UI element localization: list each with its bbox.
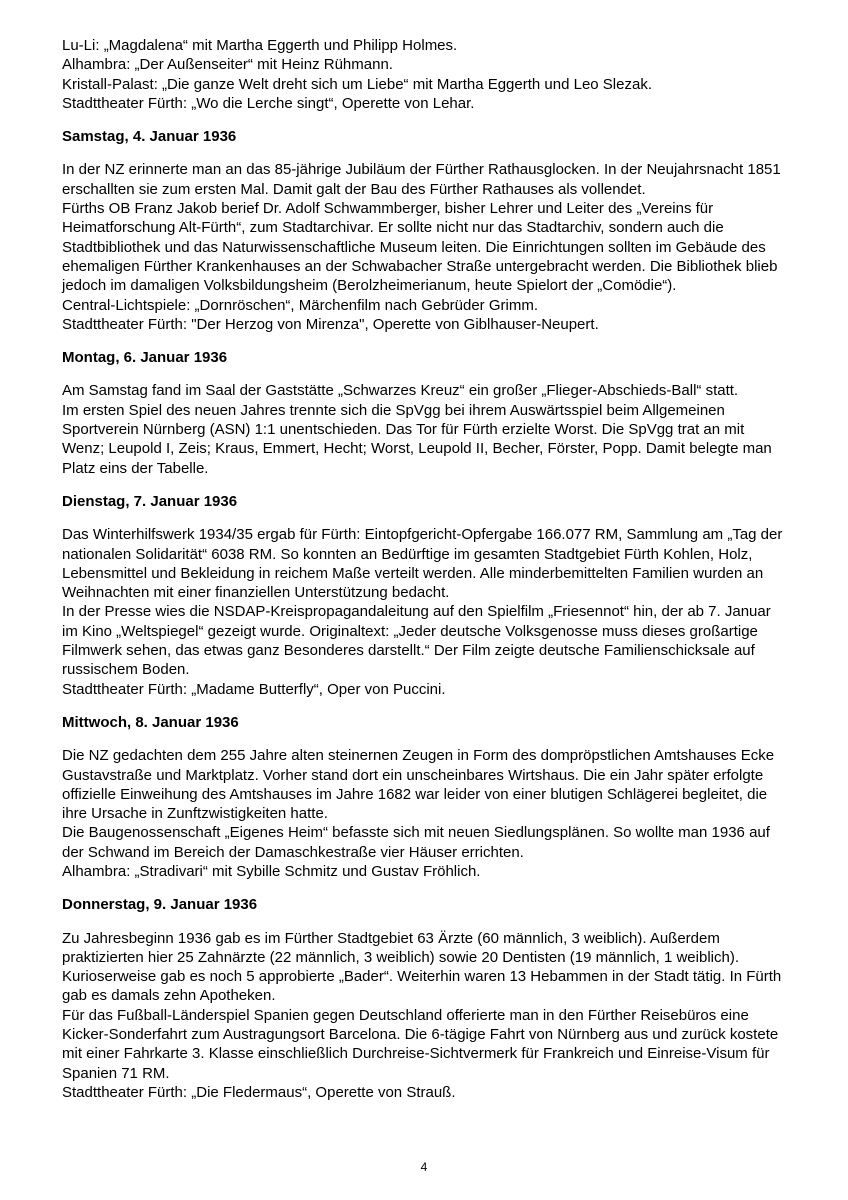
paragraph: Alhambra: „Stradivari“ mit Sybille Schmitz und Gustav Fröhlich.: [62, 862, 481, 880]
paragraph: Zu Jahresbeginn 1936 gab es im Fürther Stadtgebiet 63 Ärzte (60 männlich, 3 weiblich). Außerdem praktizierten hier 25 Zahnärzte (22 männlich, 3 weiblich) sowie 20 Dentisten (19 männlich, 1 weiblich). Kurioserweise gab es noch 5 approbierte „Bader“. Weiterhin waren 13 Hebammen in der Stadt tätig. In Fürth gab es damals zehn Apotheken.: [62, 929, 782, 1005]
paragraph: In der NZ erinnerte man an das 85-jährige Jubiläum der Fürther Rathausglocken. In der Neujahrsnacht 1851 erschallten sie zum ersten Mal. Damit galt der Bau des Fürther Rathauses als vollendet.: [62, 161, 781, 198]
section-samstag-4-januar: [62, 127, 790, 334]
section-montag-6-januar: [62, 348, 790, 478]
intro-line: Stadttheater Fürth: „Wo die Lerche singt“, Operette von Lehar.: [62, 94, 475, 112]
paragraph: Stadttheater Fürth: „Die Fledermaus“, Operette von Strauß.: [62, 1083, 456, 1101]
section-heading: Dienstag, 7. Januar 1936: [62, 492, 238, 510]
document-content: [62, 36, 790, 1102]
section-dienstag-7-januar: [62, 492, 790, 699]
section-heading: Donnerstag, 9. Januar 1936: [62, 896, 258, 914]
page-number: 4: [420, 1160, 428, 1174]
paragraph: Die Baugenossenschaft „Eigenes Heim“ befasste sich mit neuen Siedlungsplänen. So wollte man 1936 auf der Schwand im Bereich der Damaschkestraße vier Häuser errichten.: [62, 824, 770, 861]
paragraph: Im ersten Spiel des neuen Jahres trennte sich die SpVgg bei ihrem Auswärtsspiel beim Allgemeinen Sportverein Nürnberg (ASN) 1:1 unentschieden. Das Tor für Fürth erzielte Worst. Die SpVgg trat an mit Wenz; Leupold I, Zeis; Kraus, Emmert, Hecht; Worst, Leupold II, Becher, Förster, Popp. Damit belegte man Platz eins der Tabelle.: [62, 401, 772, 477]
section-heading: Montag, 6. Januar 1936: [62, 349, 228, 367]
paragraph: Für das Fußball-Länderspiel Spanien gegen Deutschland offerierte man in den Fürther Reisebüros eine Kicker-Sonderfahrt zum Austragungsort Barcelona. Die 6-tägige Fahrt von Nürnberg aus und zurück kostete mit einer Fahrkarte 3. Klasse einschließlich Durchreise-Sichtvermerk für Frankreich und Einreise-Visum für Spanien 71 RM.: [62, 1006, 779, 1082]
page-footer: [0, 1160, 848, 1174]
paragraph: Das Winterhilfswerk 1934/35 ergab für Fürth: Eintopfgericht-Opfergabe 166.077 RM, Sammlung am „Tag der nationalen Solidarität“ 6038 RM. So konnten an Bedürftige im gesamten Stadtgebiet Fürth Kohlen, Holz, Lebensmittel und Bekleidung in reichem Maße verteilt werden. Alle minderbemittelten Familien wurden an Weihnachten mit einer finanziellen Unterstützung bedacht.: [62, 526, 783, 602]
paragraph: Fürths OB Franz Jakob berief Dr. Adolf Schwammberger, bisher Lehrer und Leiter des „Vereins für Heimatforschung Alt-Fürth“, zum Stadtarchivar. Er sollte nicht nur das Stadtarchiv, sondern auch die Stadtbibliothek und das Naturwissenschaftliche Museum leiten. Die Einrichtungen sollten im Gebäude des ehemaligen Fürther Krankenhauses an der Schwabacher Straße untergebracht werden. Die Bibliothek blieb jedoch im damaligen Volksbildungsheim (Berolzheimerianum, heute Spielort der „Comödie“).: [62, 200, 778, 295]
section-mittwoch-8-januar: [62, 713, 790, 881]
intro-line: Lu-Li: „Magdalena“ mit Martha Eggerth und Philipp Holmes.: [62, 37, 458, 54]
section-heading: Mittwoch, 8. Januar 1936: [62, 713, 239, 731]
paragraph: Stadttheater Fürth: „Madame Butterfly“, Oper von Puccini.: [62, 680, 446, 698]
intro-line: Kristall-Palast: „Die ganze Welt dreht sich um Liebe“ mit Martha Eggerth und Leo Slezak.: [62, 75, 652, 93]
paragraph: Central-Lichtspiele: „Dornröschen“, Märchenfilm nach Gebrüder Grimm.: [62, 296, 539, 314]
paragraph: Die NZ gedachten dem 255 Jahre alten steinernen Zeugen in Form des dompröpstlichen Amtshauses Ecke Gustavstraße und Marktplatz. Vorher stand dort ein unscheinbares Wirtshaus. Die ein Jahr später erfolgte offizielle Einweihung des Amtshauses im Jahre 1682 war leider von einer blutigen Schlägerei begleitet, die ihre Ursache in Zunftzwistigkeiten hatte.: [62, 747, 775, 823]
section-donnerstag-9-januar: [62, 895, 790, 1102]
intro-line: Alhambra: „Der Außenseiter“ mit Heinz Rühmann.: [62, 56, 393, 74]
paragraph: In der Presse wies die NSDAP-Kreispropagandaleitung auf den Spielfilm „Friesennot“ hin, der ab 7. Januar im Kino „Weltspiegel“ gezeigt wurde. Originaltext: „Jeder deutsche Volksgenosse muss dieses großartige Filmwerk sehen, das etwas ganz Besonderes darstellt.“ Der Film zeigte deutsche Familienschicksale auf russischem Boden.: [62, 603, 771, 679]
paragraph: Am Samstag fand im Saal der Gaststätte „Schwarzes Kreuz“ ein großer „Flieger-Abschieds-Ball“ statt.: [62, 382, 739, 400]
section-heading: Samstag, 4. Januar 1936: [62, 128, 237, 146]
paragraph: Stadttheater Fürth: "Der Herzog von Mirenza", Operette von Giblhauser-Neupert.: [62, 315, 599, 333]
